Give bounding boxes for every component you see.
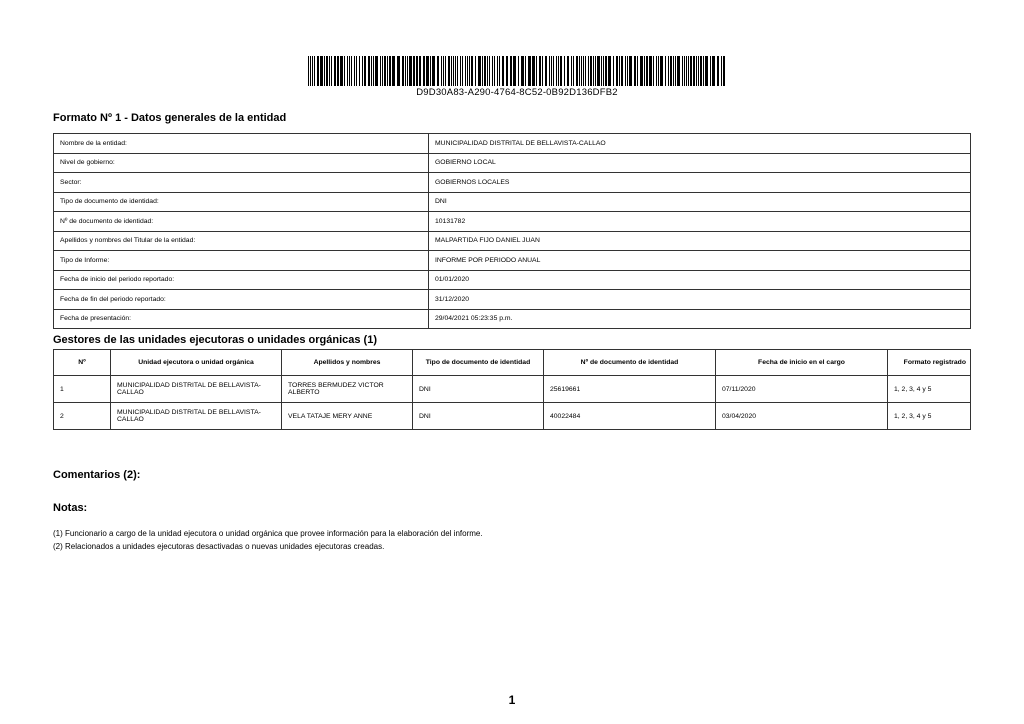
table-row <box>54 403 971 430</box>
document-id: D9D30A83-A290-4764-8C52-0B92D136DFB2 <box>416 87 618 98</box>
cell-formato: 1, 2, 3, 4 y 5 <box>888 376 971 403</box>
table-row <box>54 251 971 271</box>
cell-fecha-inicio: 07/11/2020 <box>716 376 888 403</box>
row-label: Tipo de Informe: <box>54 251 429 271</box>
row-value: MUNICIPALIDAD DISTRITAL DE BELLAVISTA-CALLAO <box>429 134 971 154</box>
cell-unidad: MUNICIPALIDAD DISTRITAL DE BELLAVISTA-CALLAO <box>111 376 282 403</box>
general-data-table <box>53 133 971 329</box>
row-value: 31/12/2020 <box>429 290 971 310</box>
col-header-apellidos: Apellidos y nombres <box>282 350 413 376</box>
page-number: 1 <box>508 693 516 707</box>
table-row <box>54 376 971 403</box>
row-label: Fecha de inicio del periodo reportado: <box>54 270 429 290</box>
table-row <box>54 134 971 154</box>
section1-title: Formato Nº 1 - Datos generales de la entidad <box>53 112 287 124</box>
cell-apellidos: VELA TATAJE MERY ANNE <box>282 403 413 430</box>
row-label: Nombre de la entidad: <box>54 134 429 154</box>
cell-unidad: MUNICIPALIDAD DISTRITAL DE BELLAVISTA-CALLAO <box>111 403 282 430</box>
row-label: Nº de documento de identidad: <box>54 212 429 232</box>
row-label: Apellidos y nombres del Titular de la entidad: <box>54 231 429 251</box>
col-header-formato: Formato registrado <box>888 350 971 376</box>
row-label: Tipo de documento de identidad: <box>54 192 429 212</box>
table-row <box>54 290 971 310</box>
table-row <box>54 192 971 212</box>
row-value: GOBIERNO LOCAL <box>429 153 971 173</box>
row-value: 01/01/2020 <box>429 270 971 290</box>
col-header-fecha-inicio: Fecha de inicio en el cargo <box>716 350 888 376</box>
cell-numero-doc: 25619661 <box>544 376 716 403</box>
row-label: Fecha de presentación: <box>54 309 429 329</box>
table-row <box>54 212 971 232</box>
note-1: (1) Funcionario a cargo de la unidad ejecutora o unidad orgánica que provee información para la elaboración del informe. <box>53 529 483 538</box>
cell-tipo-doc: DNI <box>413 376 544 403</box>
row-value: 29/04/2021 05:23:35 p.m. <box>429 309 971 329</box>
table-row <box>54 309 971 329</box>
cell-numero: 2 <box>54 403 111 430</box>
col-header-tipo-doc: Tipo de documento de identidad <box>413 350 544 376</box>
row-value: INFORME POR PERIODO ANUAL <box>429 251 971 271</box>
cell-fecha-inicio: 03/04/2020 <box>716 403 888 430</box>
cell-numero: 1 <box>54 376 111 403</box>
notas-title: Notas: <box>53 502 88 514</box>
table-row <box>54 270 971 290</box>
row-value: DNI <box>429 192 971 212</box>
row-value: 10131782 <box>429 212 971 232</box>
table-row <box>54 173 971 193</box>
barcode-image <box>306 56 728 86</box>
table-header-row <box>54 350 971 376</box>
col-header-numero: Nº <box>54 350 111 376</box>
row-label: Fecha de fin del periodo reportado: <box>54 290 429 310</box>
note-2: (2) Relacionados a unidades ejecutoras desactivadas o nuevas unidades ejecutoras creadas. <box>53 542 385 551</box>
comentarios-title: Comentarios (2): <box>53 469 141 481</box>
table-row <box>54 231 971 251</box>
row-value: GOBIERNOS LOCALES <box>429 173 971 193</box>
section2-title: Gestores de las unidades ejecutoras o unidades orgánicas (1) <box>53 334 377 346</box>
cell-apellidos: TORRES BERMUDEZ VICTOR ALBERTO <box>282 376 413 403</box>
cell-formato: 1, 2, 3, 4 y 5 <box>888 403 971 430</box>
table-row <box>54 153 971 173</box>
col-header-numero-doc: Nº de documento de identidad <box>544 350 716 376</box>
row-label: Sector: <box>54 173 429 193</box>
row-value: MALPARTIDA FIJO DANIEL JUAN <box>429 231 971 251</box>
cell-tipo-doc: DNI <box>413 403 544 430</box>
cell-numero-doc: 40022484 <box>544 403 716 430</box>
gestores-table <box>53 349 971 430</box>
col-header-unidad: Unidad ejecutora o unidad orgánica <box>111 350 282 376</box>
row-label: Nivel de gobierno: <box>54 153 429 173</box>
